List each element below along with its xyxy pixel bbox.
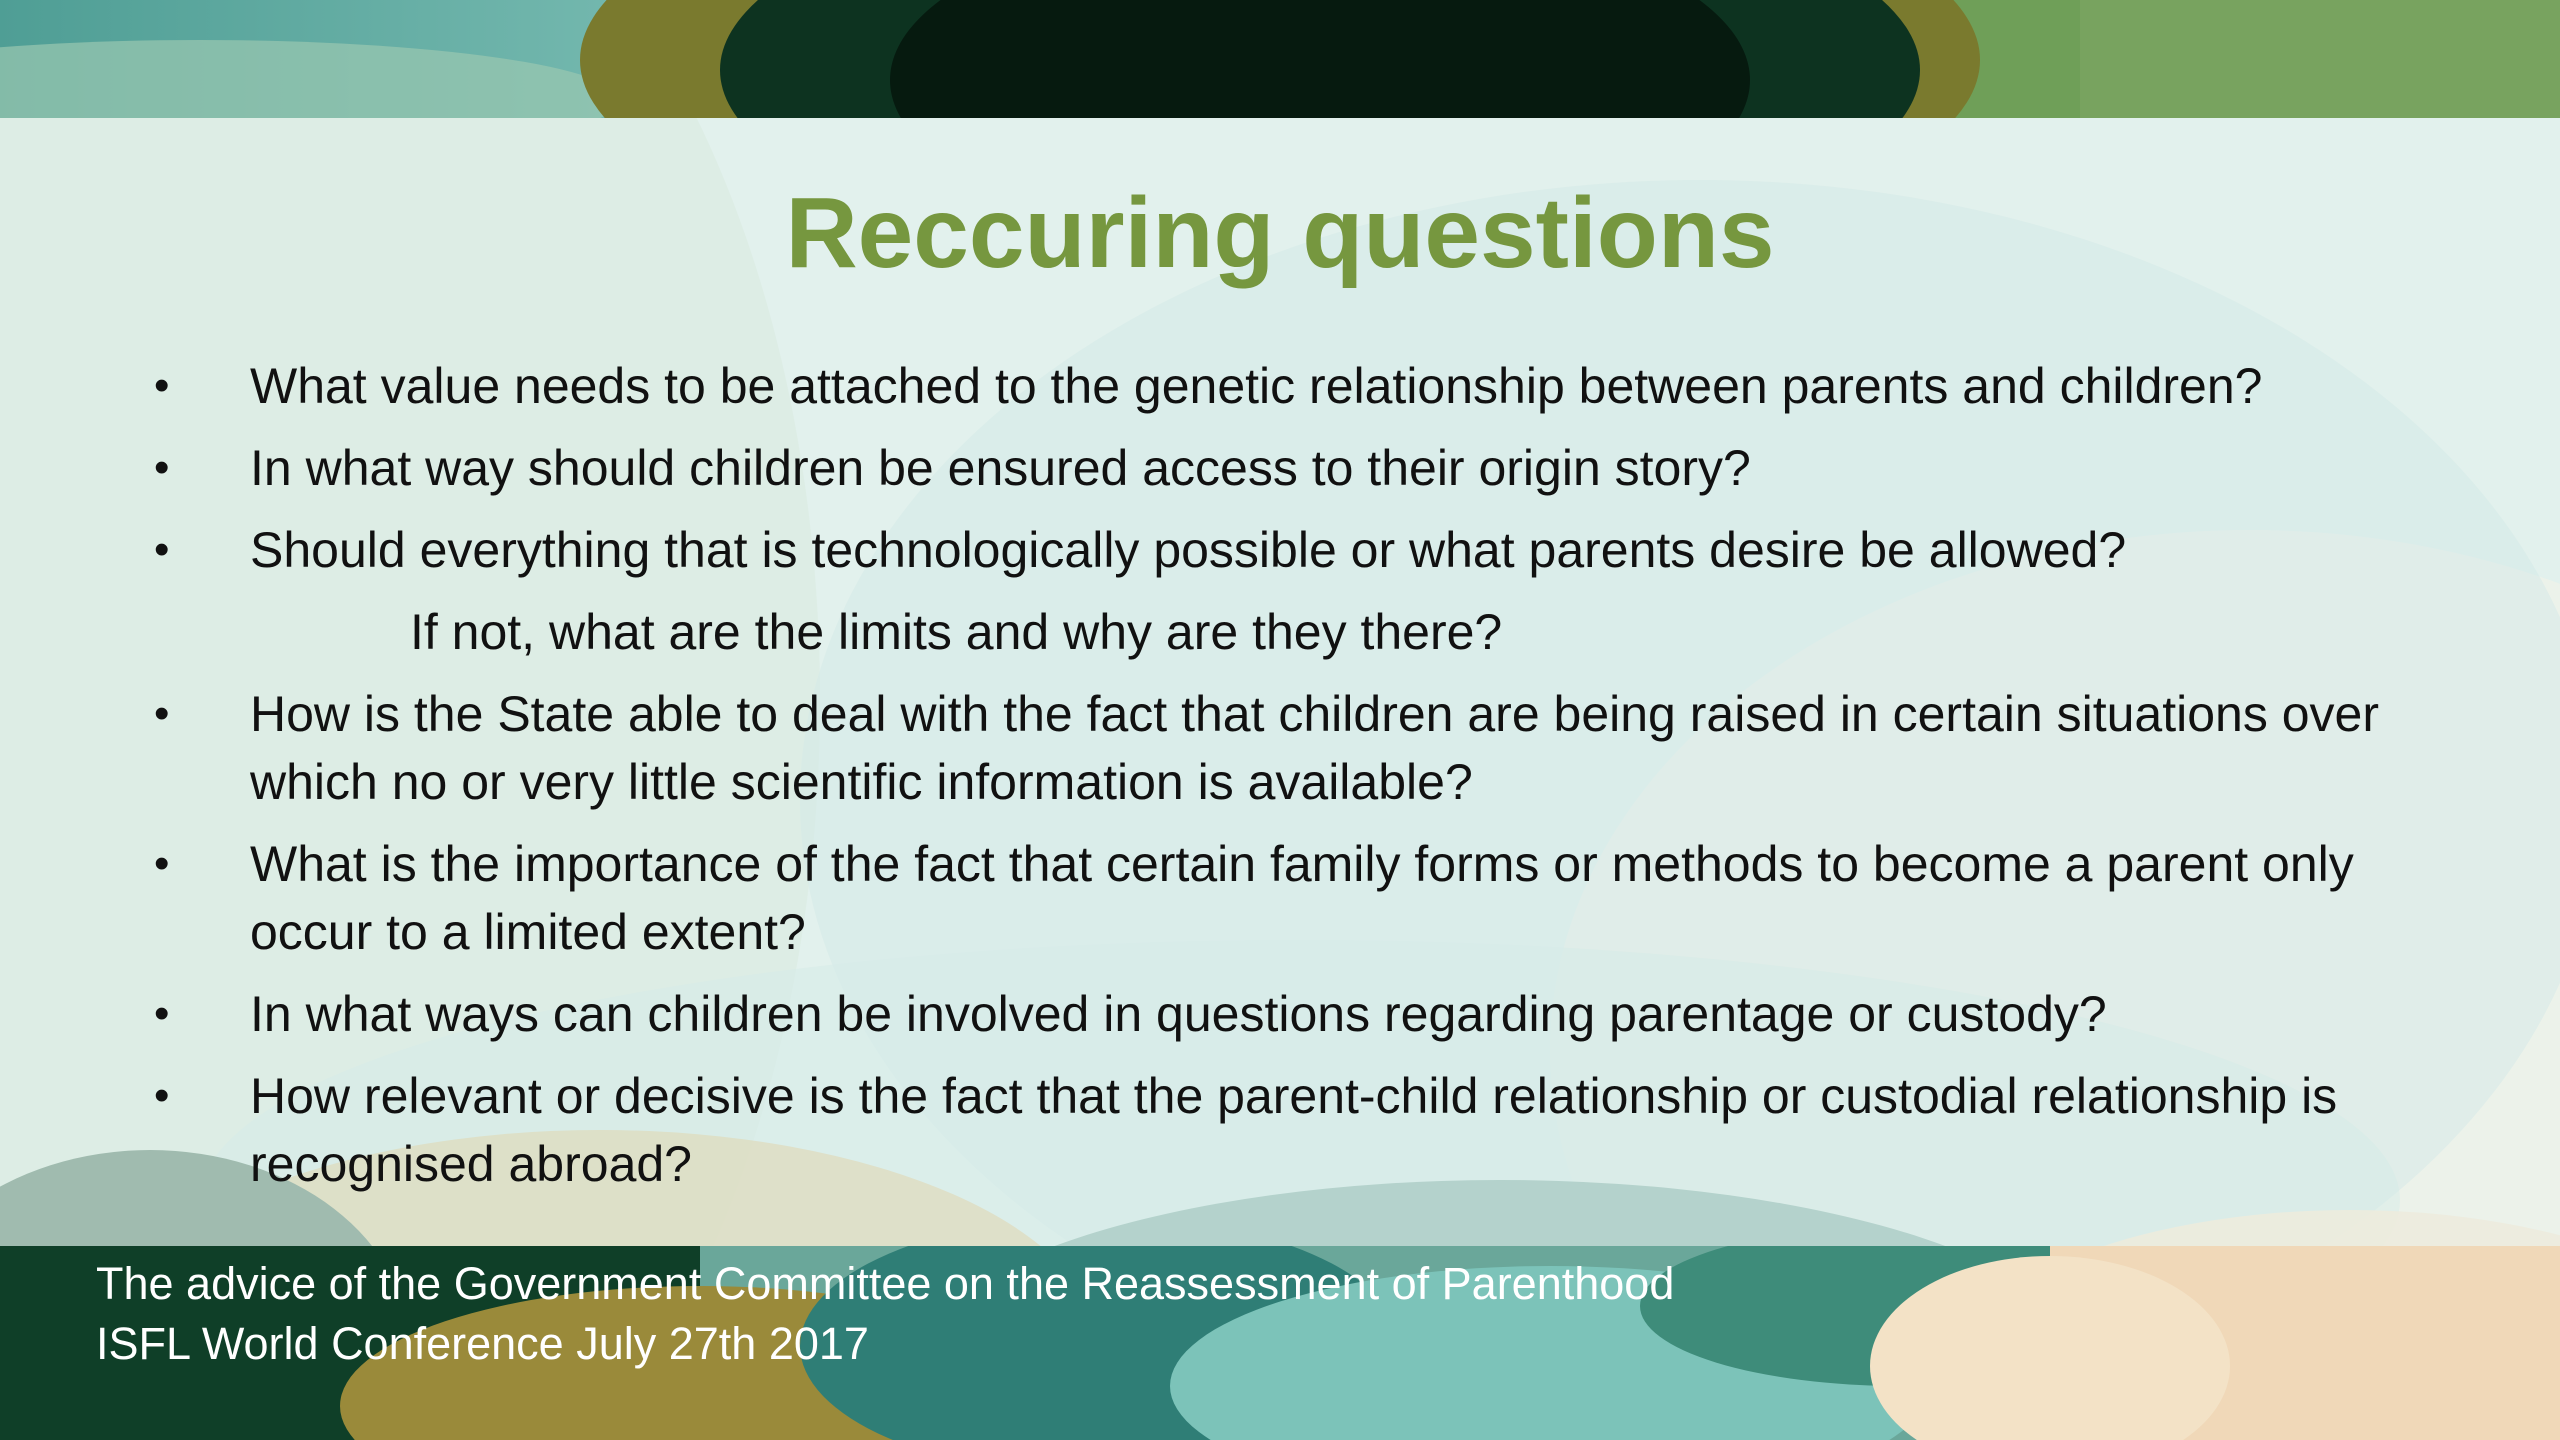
- bullet-icon: •: [154, 989, 170, 1038]
- bullet-icon: •: [154, 361, 170, 410]
- footer-committee-line: The advice of the Government Committee on the Reassessment of Parenthood: [96, 1258, 1675, 1309]
- bullet-icon: •: [154, 839, 170, 888]
- list-item-text: If not, what are the limits and why are they there?: [410, 604, 1503, 660]
- list-item: [140, 830, 2430, 966]
- bullet-icon: •: [154, 1071, 170, 1120]
- bullet-icon: •: [154, 525, 170, 574]
- sub-list-item: [140, 598, 2430, 666]
- top-decorative-band: [0, 0, 2560, 118]
- list-item-text: In what ways can children be involved in questions regarding parentage or custody?: [250, 986, 2107, 1042]
- list-item-text: What value needs to be attached to the genetic relationship between parents and children?: [250, 358, 2263, 414]
- list-item: [140, 980, 2430, 1048]
- list-item: [140, 680, 2430, 816]
- slide-title: Reccuring questions: [785, 177, 1775, 289]
- list-item-text: How is the State able to deal with the fact that children are being raised in certain situations over which no or very little scientific information is available?: [250, 686, 2379, 810]
- list-item-text: What is the importance of the fact that certain family forms or methods to become a parent only occur to a limited extent?: [250, 836, 2354, 960]
- list-item: [140, 1062, 2430, 1198]
- list-item-text: Should everything that is technologically possible or what parents desire be allowed?: [250, 522, 2127, 578]
- list-item: [140, 352, 2430, 420]
- bullet-icon: •: [154, 689, 170, 738]
- question-list: [140, 352, 2430, 1212]
- list-item-text: How relevant or decisive is the fact that the parent-child relationship or custodial relationship is recognised abroad?: [250, 1068, 2338, 1192]
- bullet-icon: •: [154, 443, 170, 492]
- footer: [96, 1254, 2296, 1374]
- footer-conference-line: ISFL World Conference July 27th 2017: [96, 1318, 869, 1369]
- list-item-text: In what way should children be ensured access to their origin story?: [250, 440, 1751, 496]
- list-item: [140, 516, 2430, 584]
- list-item: [140, 434, 2430, 502]
